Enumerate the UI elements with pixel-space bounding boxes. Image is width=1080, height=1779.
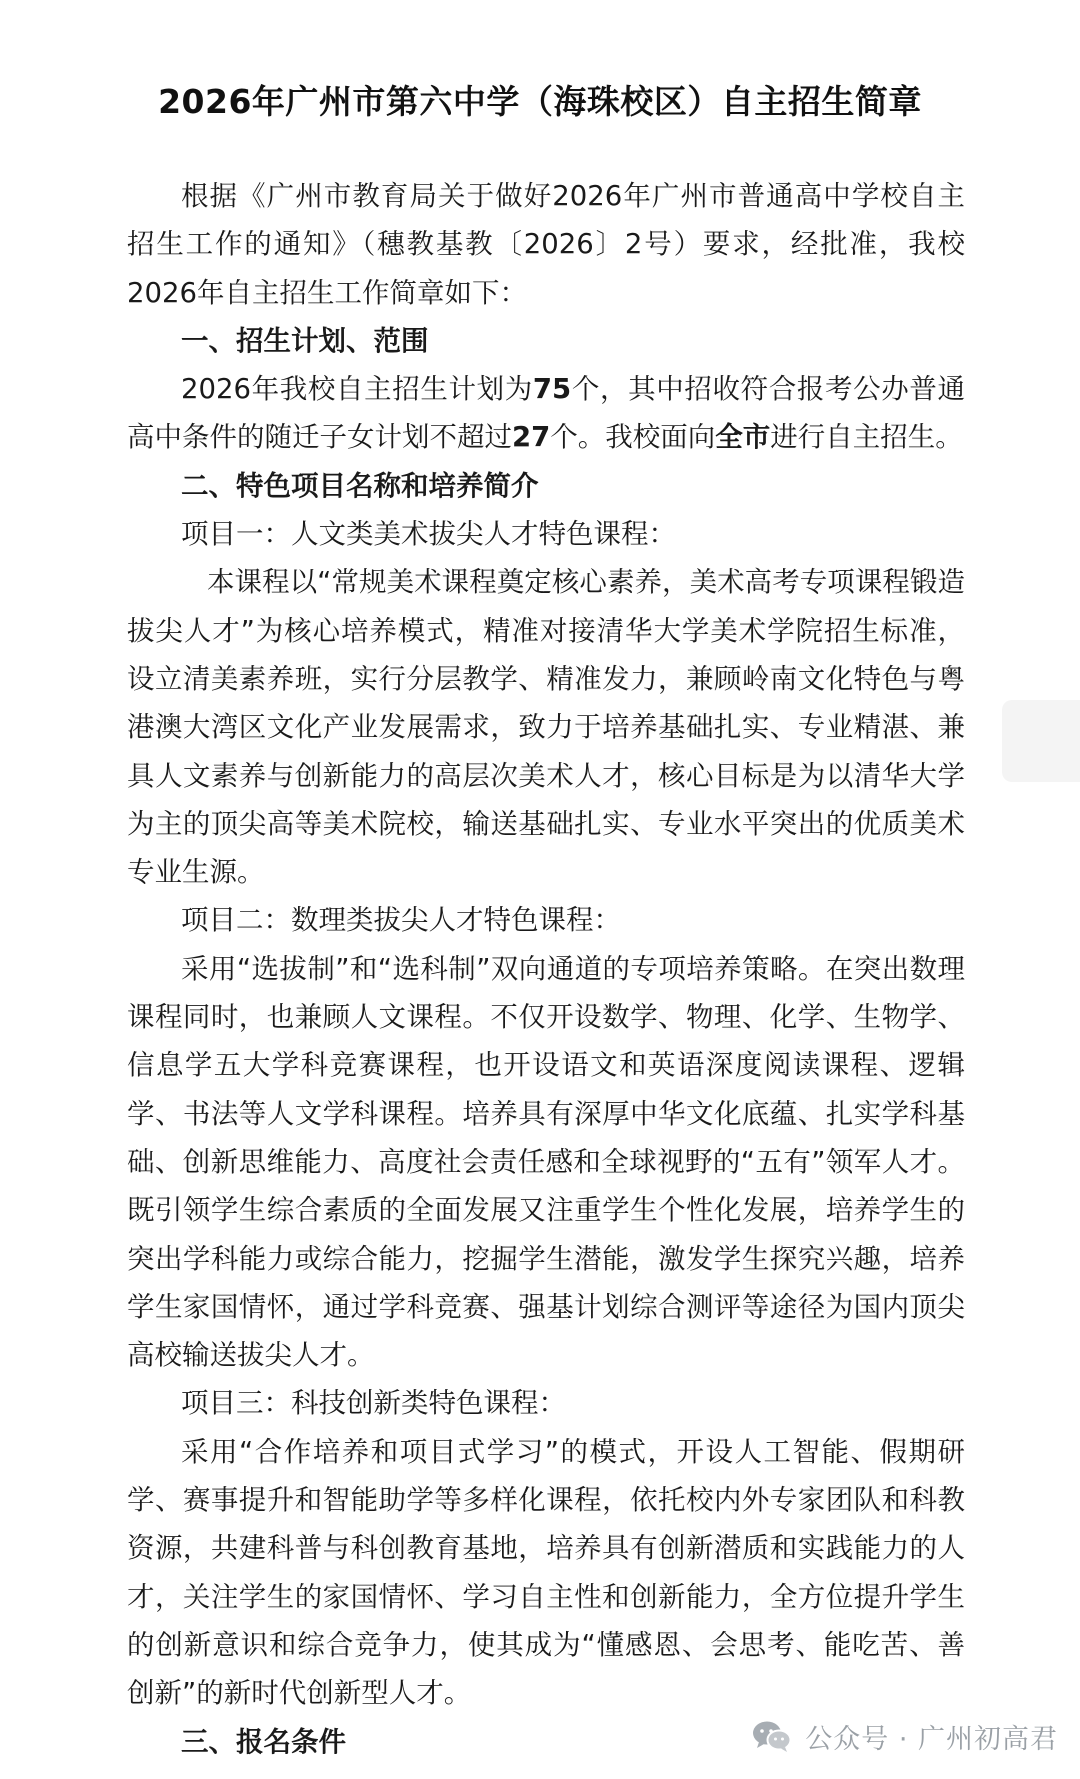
side-overlay	[1002, 700, 1080, 782]
item1-title: 项目一：人文类美术拔尖人才特色课程：	[181, 518, 676, 551]
item1-paragraph: 本课程以“常规美术课程奠定核心素养，美术高考专项课程锻造拔尖人才”为核心培养模式，精准对接清华大学美术学院招生标准，设立清美素养班，实行分层教学、精准发力，兼顾岭南文化特色与粤港澳大湾区文化产业发展需求，致力于培养基础扎实、专业精湛、兼具人文素养与创新能力的高层次美术人才，核心目标是为以清华大学为主的顶尖高等美术院校，输送基础扎实、专业水平突出的优质美术专业生源。	[127, 566, 965, 889]
section1-text-b: 个，其中招收符合报考公办普通高中条件的随迁子女计划不超过	[127, 373, 965, 454]
enrollment-scope: 全市	[715, 421, 771, 454]
item2-paragraph: 采用“选拔制”和“选科制”双向通道的专项培养策略。在突出数理课程同时，也兼顾人文课程。不仅开设数学、物理、化学、生物学、信息学五大学科竞赛课程，也开设语文和英语深度阅读课程、逻辑学、书法等人文学科课程。培养具有深厚中华文化底蕴、扎实学科基础、创新思维能力、高度社会责任感和全球视野的“五有”领军人才。既引领学生综合素质的全面发展又注重学生个性化发展，培养学生的突出学科能力或综合能力，挖掘学生潜能，激发学生探究兴趣，培养学生家国情怀，通过学科竞赛、强基计划综合测评等途径为国内顶尖高校输送拔尖人才。	[127, 952, 965, 1372]
section1-text-a: 2026年我校自主招生计划为	[181, 373, 533, 406]
section2-heading: 二、特色项目名称和培养简介	[181, 469, 539, 502]
watermark	[751, 1713, 1058, 1759]
section1-heading: 一、招生计划、范围	[181, 324, 429, 357]
item2-title: 项目二：数理类拔尖人才特色课程：	[181, 904, 621, 937]
section1-paragraph	[127, 365, 965, 462]
quota-total: 75	[532, 373, 572, 406]
watermark-text: 公众号 · 广州初高君	[805, 1723, 1058, 1755]
wechat-icon	[751, 1719, 793, 1753]
item3-paragraph: 采用“合作培养和项目式学习”的模式，开设人工智能、假期研学、赛事提升和智能助学等多样化课程，依托校内外专家团队和科教资源，共建科普与科创教育基地，培养具有创新潜质和实践能力的人才，关注学生的家国情怀、学习自主性和创新能力，全方位提升学生的创新意识和综合竞争力，使其成为“懂感恩、会思考、能吃苦、善创新”的新时代创新型人才。	[127, 1435, 965, 1710]
document-title: 2026年广州市第六中学（海珠校区）自主招生简章	[158, 82, 922, 121]
section1-text-c: 个。我校面向	[550, 421, 716, 454]
document-body	[127, 172, 965, 1766]
item3-title: 项目三：科技创新类特色课程：	[181, 1387, 566, 1420]
intro-paragraph: 根据《广州市教育局关于做好2026年广州市普通高中学校自主招生工作的通知》（穗教基教〔2026〕2号）要求，经批准，我校2026年自主招生工作简章如下：	[127, 180, 965, 309]
quota-migrant: 27	[512, 421, 551, 454]
section3-heading: 三、报名条件	[181, 1725, 346, 1758]
section1-text-d: 进行自主招生。	[770, 421, 963, 454]
